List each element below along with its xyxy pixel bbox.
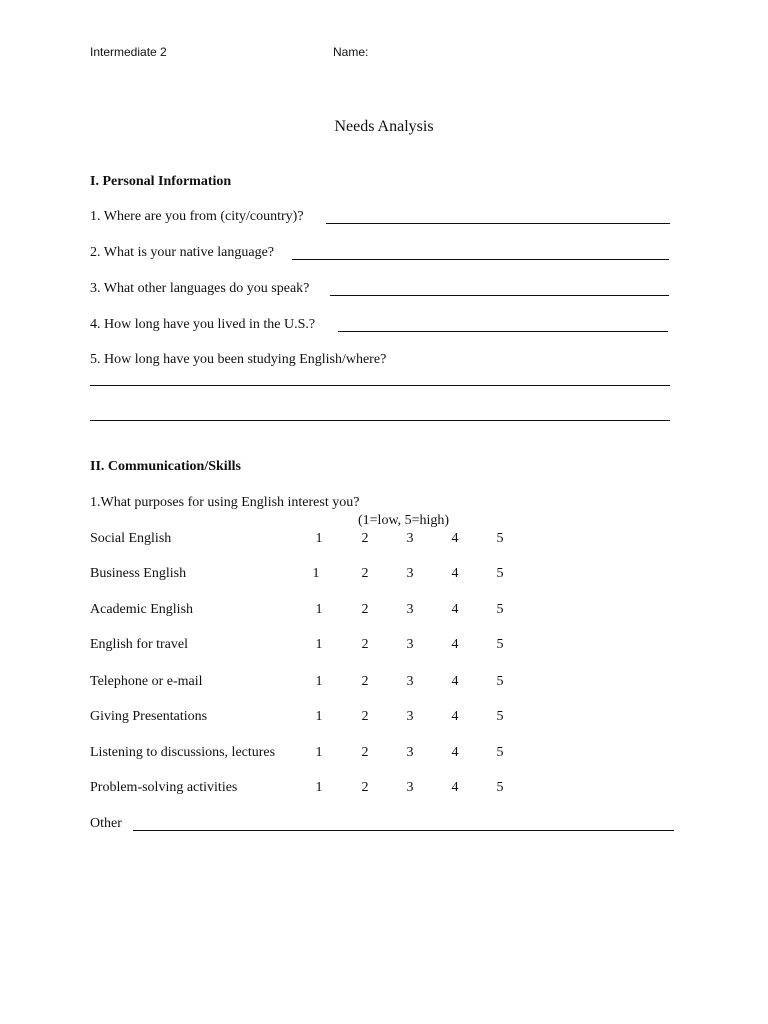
rating-option-2[interactable]: 2	[361, 709, 369, 724]
answer-line-english-study-1[interactable]	[90, 385, 670, 386]
rating-option-5[interactable]: 5	[496, 566, 504, 581]
rating-option-1[interactable]: 1	[315, 709, 323, 724]
rating-option-4[interactable]: 4	[451, 745, 459, 760]
section-communication-skills-heading: II. Communication/Skills	[90, 459, 241, 474]
rating-item-label: Listening to discussions, lectures	[90, 745, 276, 760]
rating-option-5[interactable]: 5	[496, 637, 504, 652]
question-native-language: 2. What is your native language?	[90, 245, 275, 260]
rating-item-label: Academic English	[90, 602, 194, 617]
rating-item-label: English for travel	[90, 637, 188, 652]
rating-option-4[interactable]: 4	[451, 780, 459, 795]
rating-option-4[interactable]: 4	[451, 602, 459, 617]
name-label: Name:	[333, 45, 369, 59]
answer-line-english-study-2[interactable]	[90, 420, 670, 421]
answer-line-time-in-us[interactable]	[338, 331, 668, 332]
question-origin: 1. Where are you from (city/country)?	[90, 209, 304, 224]
rating-option-5[interactable]: 5	[496, 674, 504, 689]
rating-item-label: Social English	[90, 531, 172, 546]
question-time-in-us: 4. How long have you lived in the U.S.?	[90, 317, 316, 332]
rating-scale-caption: (1=low, 5=high)	[358, 513, 450, 528]
rating-option-3[interactable]: 3	[406, 674, 414, 689]
rating-option-2[interactable]: 2	[361, 566, 369, 581]
rating-option-5[interactable]: 5	[496, 531, 504, 546]
rating-option-4[interactable]: 4	[451, 674, 459, 689]
rating-option-3[interactable]: 3	[406, 745, 414, 760]
answer-line-origin[interactable]	[326, 223, 670, 224]
rating-option-1[interactable]: 1	[315, 745, 323, 760]
rating-option-2[interactable]: 2	[361, 602, 369, 617]
rating-item-label: Giving Presentations	[90, 709, 208, 724]
rating-option-4[interactable]: 4	[451, 566, 459, 581]
rating-option-1[interactable]: 1	[315, 602, 323, 617]
rating-option-2[interactable]: 2	[361, 745, 369, 760]
rating-option-4[interactable]: 4	[451, 709, 459, 724]
section-personal-information-heading: I. Personal Information	[90, 174, 232, 189]
rating-option-2[interactable]: 2	[361, 674, 369, 689]
rating-option-1[interactable]: 1	[315, 531, 323, 546]
rating-option-3[interactable]: 3	[406, 709, 414, 724]
rating-option-2[interactable]: 2	[361, 637, 369, 652]
course-label: Intermediate 2	[90, 45, 167, 59]
question-english-study: 5. How long have you been studying English/where?	[90, 352, 387, 367]
rating-option-3[interactable]: 3	[406, 637, 414, 652]
rating-option-3[interactable]: 3	[406, 531, 414, 546]
rating-option-1[interactable]: 1	[312, 566, 320, 581]
rating-option-4[interactable]: 4	[451, 531, 459, 546]
rating-item-label: Telephone or e-mail	[90, 674, 203, 689]
rating-option-3[interactable]: 3	[406, 602, 414, 617]
answer-line-other-languages[interactable]	[330, 295, 669, 296]
rating-option-1[interactable]: 1	[315, 780, 323, 795]
question-english-purposes: 1.What purposes for using English interest you?	[90, 495, 360, 510]
rating-option-3[interactable]: 3	[406, 780, 414, 795]
rating-option-3[interactable]: 3	[406, 566, 414, 581]
page-title: Needs Analysis	[334, 118, 434, 135]
rating-option-2[interactable]: 2	[361, 531, 369, 546]
rating-option-1[interactable]: 1	[315, 674, 323, 689]
rating-option-5[interactable]: 5	[496, 602, 504, 617]
rating-option-1[interactable]: 1	[315, 637, 323, 652]
answer-line-other[interactable]	[133, 830, 674, 831]
other-label: Other	[90, 816, 122, 831]
rating-item-label: Problem-solving activities	[90, 780, 238, 795]
rating-option-5[interactable]: 5	[496, 780, 504, 795]
answer-line-native-language[interactable]	[292, 259, 669, 260]
rating-option-2[interactable]: 2	[361, 780, 369, 795]
rating-item-label: Business English	[90, 566, 187, 581]
rating-option-5[interactable]: 5	[496, 709, 504, 724]
rating-option-4[interactable]: 4	[451, 637, 459, 652]
question-other-languages: 3. What other languages do you speak?	[90, 281, 310, 296]
rating-option-5[interactable]: 5	[496, 745, 504, 760]
